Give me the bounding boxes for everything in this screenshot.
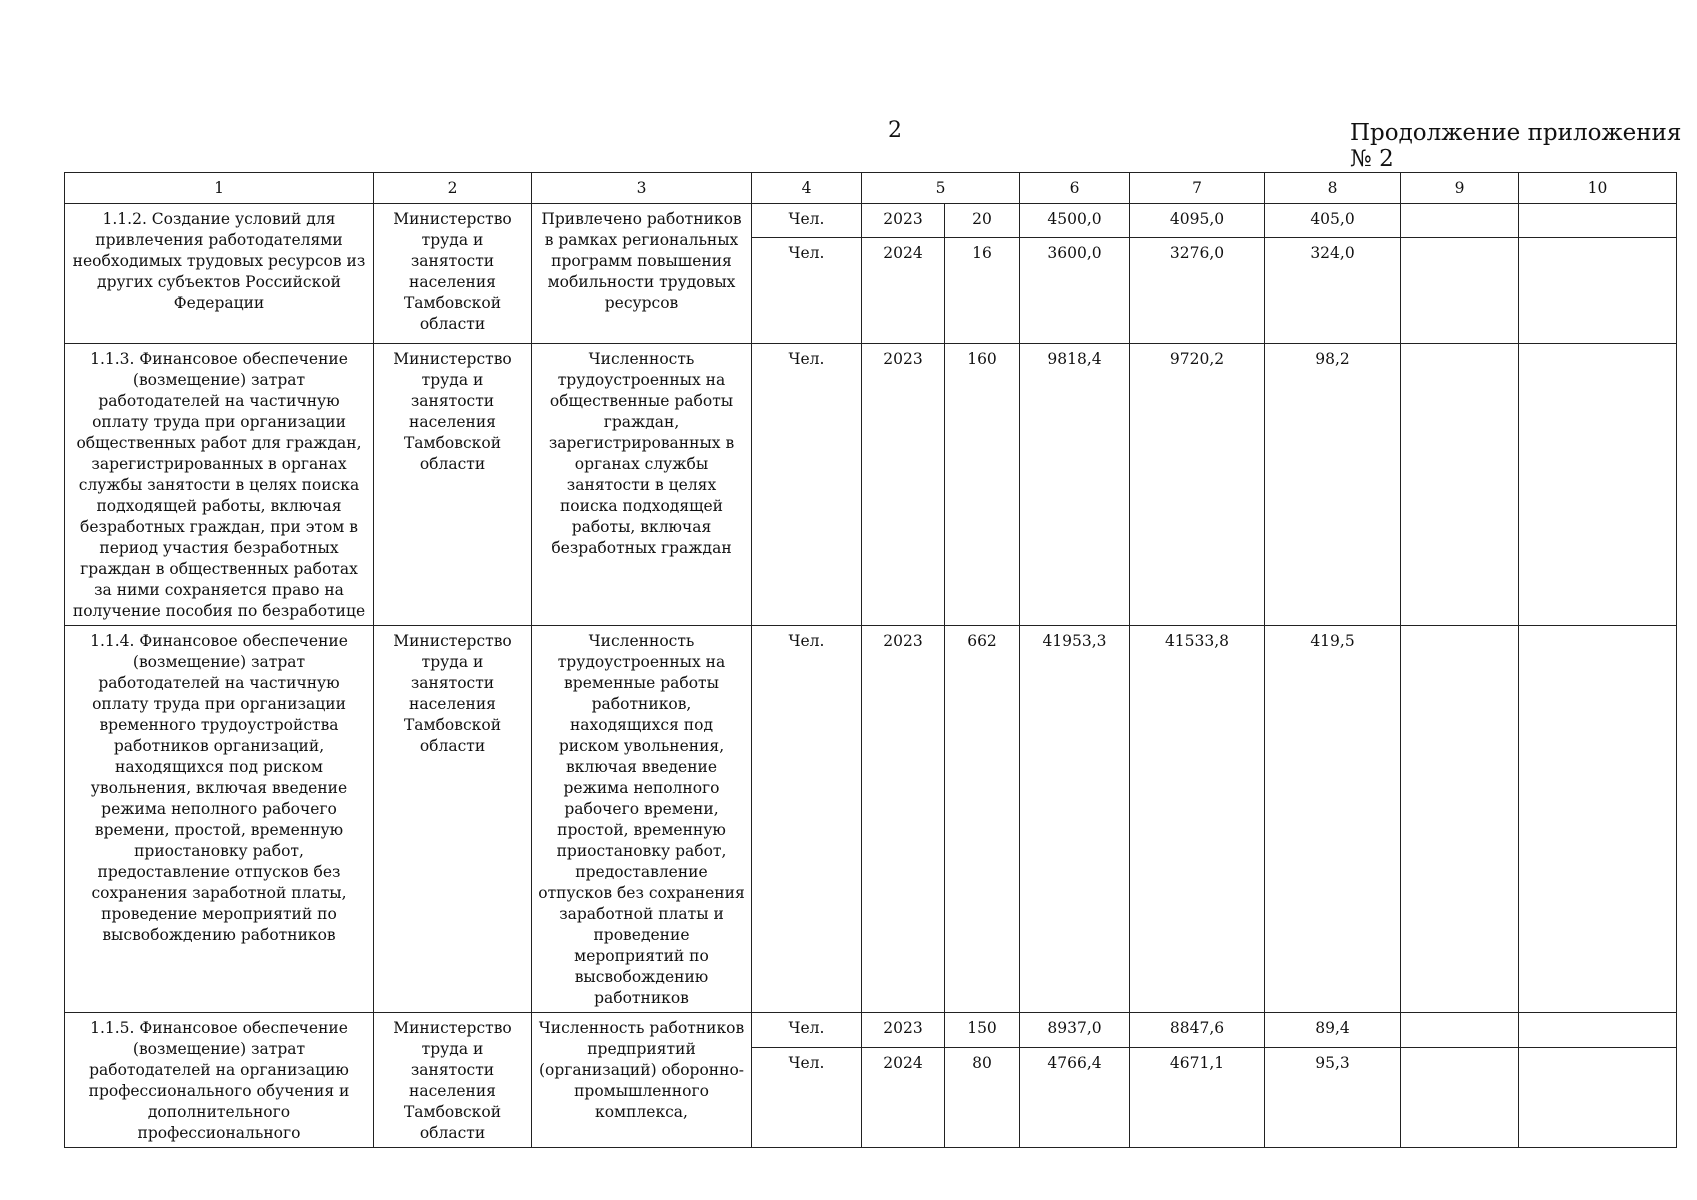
page-number: 2 — [888, 118, 902, 143]
year-cell: 2023 — [862, 626, 945, 1013]
measure-cell: 1.1.3. Финансовое обеспечение (возмещение) затрат работодателей на частичную оплату труда при организации общественных работ для граждан, зарегистрированных в органах службы занятости в целях поиска подходящей работы, включая безработных граждан, при этом в период участия безработных граждан в общественных работах за ними сохраняется право на получение пособия по безработице — [65, 344, 374, 626]
federal-cell: 4671,1 — [1130, 1047, 1265, 1147]
indicator-cell: Численность работников предприятий (организаций) оборонно-промышленного комплекса, — [532, 1013, 752, 1148]
empty-cell — [1401, 1047, 1519, 1147]
total-cell: 41953,3 — [1020, 626, 1130, 1013]
indicator-cell: Привлечено работников в рамках региональных программ повышения мобильности трудовых ресурсов — [532, 204, 752, 344]
column-header: 10 — [1519, 173, 1677, 204]
total-cell: 8937,0 — [1020, 1013, 1130, 1048]
year-cell: 2023 — [862, 1013, 945, 1048]
count-cell: 150 — [945, 1013, 1020, 1048]
unit-cell: Чел. — [752, 1047, 862, 1147]
total-cell: 9818,4 — [1020, 344, 1130, 626]
count-cell: 662 — [945, 626, 1020, 1013]
measure-cell: 1.1.5. Финансовое обеспечение (возмещение) затрат работодателей на организацию профессионального обучения и дополнительного профессионального — [65, 1013, 374, 1148]
table-row — [65, 204, 1677, 238]
column-header: 4 — [752, 173, 862, 204]
table-row — [65, 626, 1677, 1013]
indicator-cell: Численность трудоустроенных на временные работы работников, находящихся под риском увольнения, включая введение режима неполного рабочего времени, простой, временную приостановку работ, предоставление отпусков без сохранения заработной платы и проведение мероприятий по высвобождению работников — [532, 626, 752, 1013]
unit-cell: Чел. — [752, 344, 862, 626]
empty-cell — [1519, 1047, 1677, 1147]
unit-cell: Чел. — [752, 626, 862, 1013]
column-header: 8 — [1265, 173, 1401, 204]
regional-cell: 89,4 — [1265, 1013, 1401, 1048]
unit-cell: Чел. — [752, 1013, 862, 1048]
federal-cell: 8847,6 — [1130, 1013, 1265, 1048]
empty-cell — [1401, 1013, 1519, 1048]
regional-cell: 405,0 — [1265, 204, 1401, 238]
year-cell: 2023 — [862, 204, 945, 238]
column-header: 3 — [532, 173, 752, 204]
column-header: 9 — [1401, 173, 1519, 204]
column-header-row — [65, 173, 1677, 204]
federal-cell: 4095,0 — [1130, 204, 1265, 238]
responsible-cell: Министерство труда и занятости населения Тамбовской области — [374, 344, 532, 626]
program-table — [64, 172, 1677, 1148]
regional-cell: 324,0 — [1265, 238, 1401, 344]
empty-cell — [1519, 238, 1677, 344]
year-cell: 2024 — [862, 238, 945, 344]
column-header: 1 — [65, 173, 374, 204]
count-cell: 160 — [945, 344, 1020, 626]
table-row — [65, 1013, 1677, 1048]
indicator-cell: Численность трудоустроенных на общественные работы граждан, зарегистрированных в органах службы занятости в целях поиска подходящей работы, включая безработных граждан — [532, 344, 752, 626]
year-cell: 2024 — [862, 1047, 945, 1147]
responsible-cell: Министерство труда и занятости населения Тамбовской области — [374, 1013, 532, 1148]
measure-cell: 1.1.2. Создание условий для привлечения работодателями необходимых трудовых ресурсов из других субъектов Российской Федерации — [65, 204, 374, 344]
empty-cell — [1519, 204, 1677, 238]
table-row — [65, 344, 1677, 626]
responsible-cell: Министерство труда и занятости населения Тамбовской области — [374, 204, 532, 344]
total-cell: 4500,0 — [1020, 204, 1130, 238]
empty-cell — [1401, 626, 1519, 1013]
empty-cell — [1519, 344, 1677, 626]
empty-cell — [1401, 344, 1519, 626]
unit-cell: Чел. — [752, 238, 862, 344]
column-header: 6 — [1020, 173, 1130, 204]
total-cell: 4766,4 — [1020, 1047, 1130, 1147]
empty-cell — [1401, 238, 1519, 344]
count-cell: 80 — [945, 1047, 1020, 1147]
count-cell: 20 — [945, 204, 1020, 238]
count-cell: 16 — [945, 238, 1020, 344]
federal-cell: 3276,0 — [1130, 238, 1265, 344]
column-header: 7 — [1130, 173, 1265, 204]
federal-cell: 41533,8 — [1130, 626, 1265, 1013]
empty-cell — [1401, 204, 1519, 238]
year-cell: 2023 — [862, 344, 945, 626]
regional-cell: 98,2 — [1265, 344, 1401, 626]
unit-cell: Чел. — [752, 204, 862, 238]
column-header: 5 — [862, 173, 1020, 204]
continuation-title: Продолжение приложения № 2 — [1350, 120, 1682, 172]
measure-cell: 1.1.4. Финансовое обеспечение (возмещение) затрат работодателей на частичную оплату труда при организации временного трудоустройства работников организаций, находящихся под риском увольнения, включая введение режима неполного рабочего времени, простой, временную приостановку работ, предоставление отпусков без сохранения заработной платы, проведение мероприятий по высвобождению работников — [65, 626, 374, 1013]
responsible-cell: Министерство труда и занятости населения Тамбовской области — [374, 626, 532, 1013]
federal-cell: 9720,2 — [1130, 344, 1265, 626]
regional-cell: 419,5 — [1265, 626, 1401, 1013]
regional-cell: 95,3 — [1265, 1047, 1401, 1147]
empty-cell — [1519, 626, 1677, 1013]
column-header: 2 — [374, 173, 532, 204]
total-cell: 3600,0 — [1020, 238, 1130, 344]
empty-cell — [1519, 1013, 1677, 1048]
